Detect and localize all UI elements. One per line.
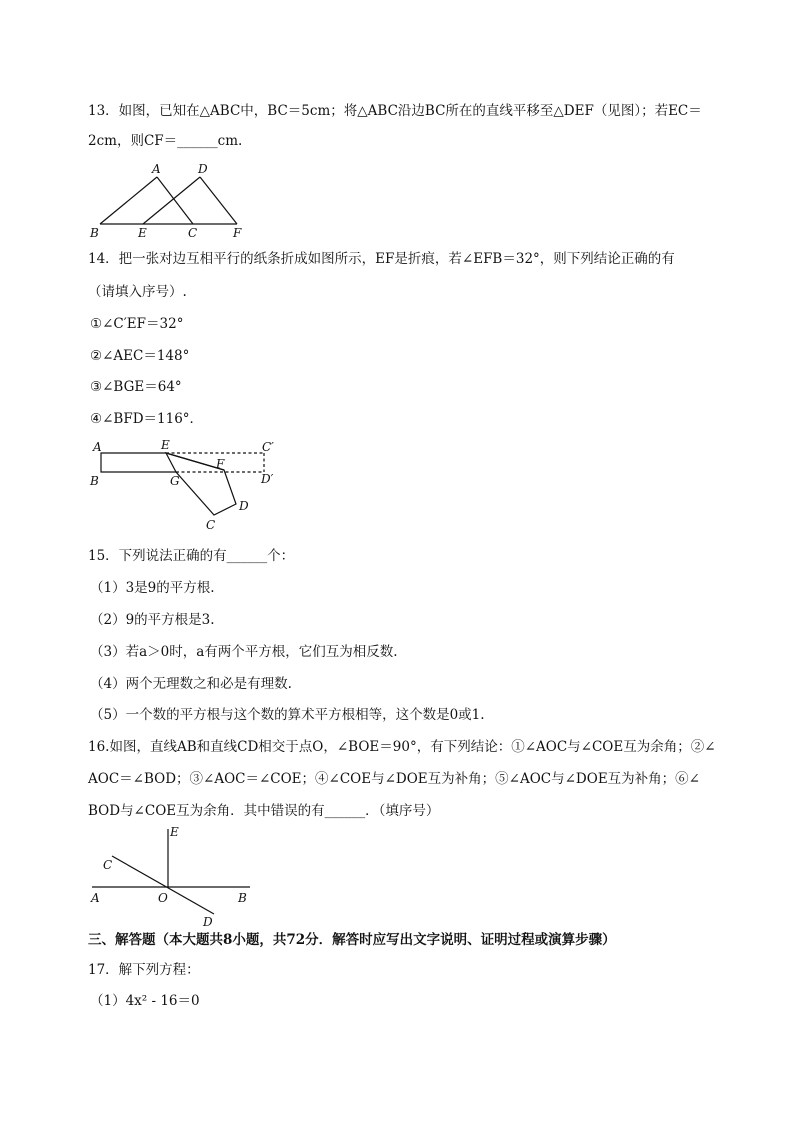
label-D: D xyxy=(203,915,213,929)
label-C: C xyxy=(206,518,216,532)
q15-stem: 15．下列说法正确的有______个： xyxy=(88,548,295,564)
q13-text-line1: 13．如图，已知在△ABC中，BC＝5cm；将△ABC沿边BC所在的直线平移至△DEF（见图）；若EC＝ xyxy=(88,103,702,119)
line-CD xyxy=(112,856,214,914)
label-O: O xyxy=(158,891,168,905)
label-D-prime: D′ xyxy=(261,472,274,486)
q14-option-1: ①∠C′EF＝32° xyxy=(90,316,184,332)
q13-text-line2: 2cm，则CF＝______cm. xyxy=(88,133,243,149)
q15-item-1: （1）3是9的平方根. xyxy=(90,580,215,596)
label-F: F xyxy=(233,226,242,240)
q16-text-line1: 16.如图，直线AB和直线CD相交于点O，∠BOE＝90°，有下列结论：①∠AOC与∠COE互为余角；②∠ xyxy=(88,739,716,755)
q15-item-4: （4）两个无理数之和必是有理数. xyxy=(90,676,292,692)
label-B: B xyxy=(90,226,99,240)
q14-option-2: ②∠AEC＝148° xyxy=(90,348,190,364)
q14-text-line2: （请填入序号）. xyxy=(88,284,187,300)
label-D: D xyxy=(239,499,249,513)
label-G: G xyxy=(170,474,180,488)
label-B: B xyxy=(238,891,247,905)
label-A: A xyxy=(93,440,102,454)
q17-stem: 17．解下列方程： xyxy=(88,962,200,978)
label-E: E xyxy=(161,438,170,452)
label-C: C xyxy=(103,858,113,872)
label-C: C xyxy=(188,226,198,240)
label-A: A xyxy=(91,891,100,905)
label-D: D xyxy=(198,162,208,176)
label-F: F xyxy=(216,457,225,471)
q15-item-5: （5）一个数的平方根与这个数的算术平方根相等，这个数是0或1. xyxy=(90,707,485,723)
q15-item-2: （2）9的平方根是3. xyxy=(90,612,215,628)
label-C-prime: C′ xyxy=(262,440,274,454)
q14-text-line1: 14．把一张对边互相平行的纸条折成如图所示，EF是折痕，若∠EFB＝32°，则下列结论正确的有 xyxy=(88,251,675,267)
label-A: A xyxy=(152,162,161,176)
label-E: E xyxy=(170,825,179,839)
q16-text-line3: BOD与∠COE互为余角．其中错误的有______．（填序号） xyxy=(88,803,440,819)
q16-text-line2: AOC＝∠BOD；③∠AOC＝∠COE；④∠COE与∠DOE互为补角；⑤∠AOC与∠DOE互为补角；⑥∠ xyxy=(88,771,700,787)
q14-option-4: ④∠BFD＝116°． xyxy=(90,411,204,427)
label-B: B xyxy=(90,474,99,488)
label-E: E xyxy=(138,226,147,240)
q15-item-3: （3）若a＞0时，a有两个平方根，它们互为相反数. xyxy=(90,644,398,660)
section-3-heading: 三、解答题（本大题共8小题，共72分．解答时应写出文字说明、证明过程或演算步骤） xyxy=(88,932,616,948)
q14-option-3: ③∠BGE＝64° xyxy=(90,379,182,395)
q17-part-1: （1）4x² - 16＝0 xyxy=(90,993,200,1009)
